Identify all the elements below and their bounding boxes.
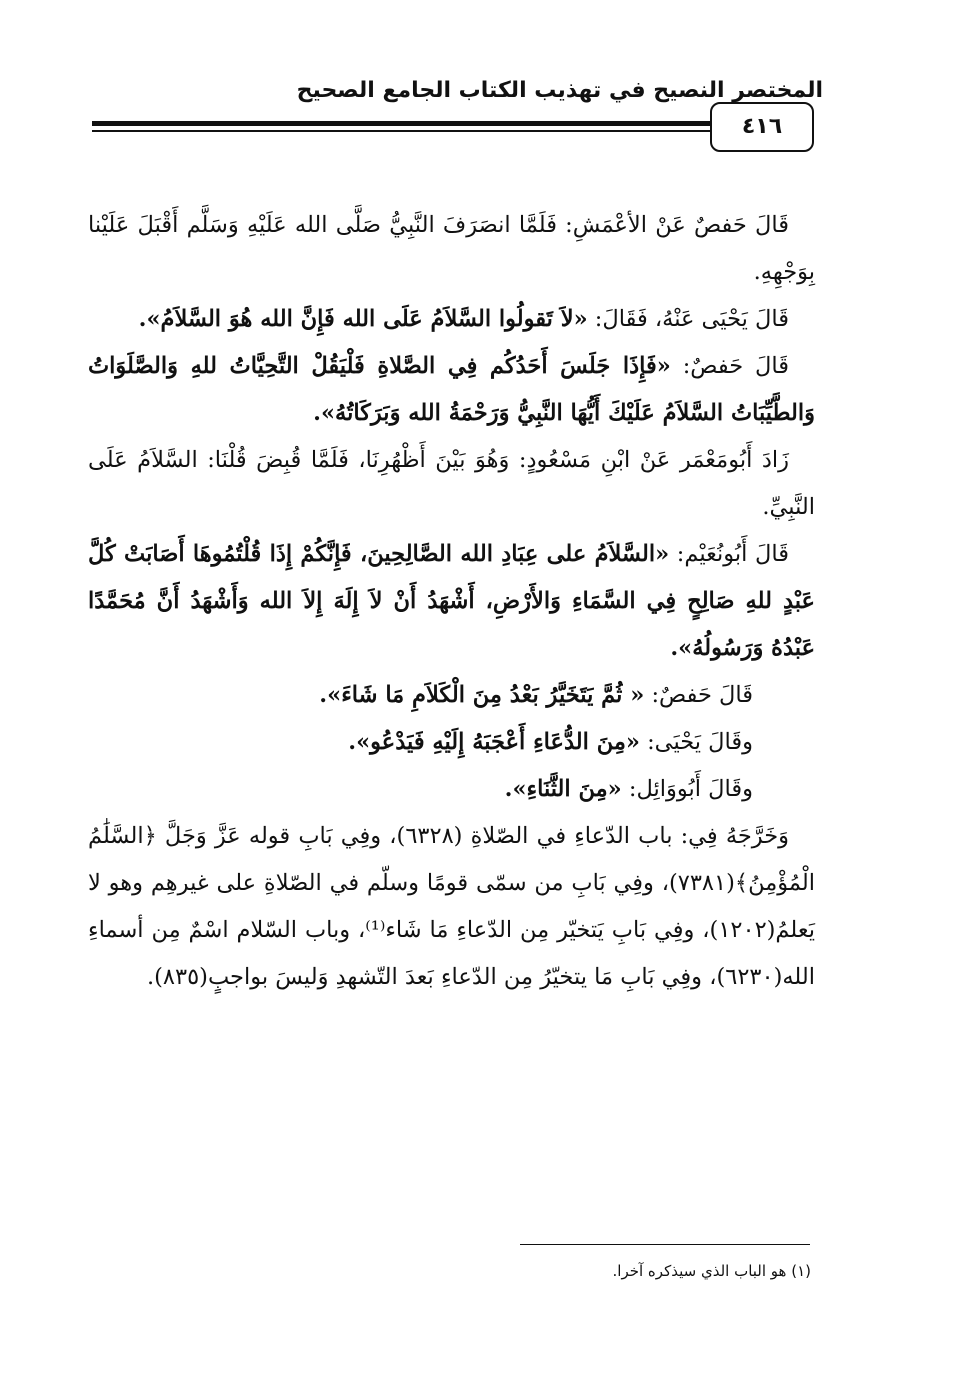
paragraph-6: [88, 672, 815, 719]
footnote-1: (١) هو الباب الذي سيذكره آخرا.: [612, 1262, 811, 1280]
paragraph-2-lead: قَالَ يَحْيَى عَنْهُ، فَقَالَ:: [587, 306, 789, 332]
header-rule-thick: [92, 121, 712, 126]
page-number: ٤١٦: [710, 102, 814, 152]
paragraph-3-lead: قَالَ حَفصٌ:: [670, 353, 790, 379]
main-text: [88, 202, 815, 1001]
paragraph-2: [88, 296, 815, 343]
paragraph-5: [88, 531, 815, 672]
paragraph-3: [88, 343, 815, 437]
paragraph-4: زَادَ أَبُومَعْمَر عَنْ ابْنِ مَسْعُودٍ: وَهُوَ بَيْنَ أَظْهُرِنَا، فَلَمَّا قُبِضَ قُلْنَا: السَّلاَمُ عَلَى النَّبِيِّ.: [88, 447, 815, 520]
book-title: المختصر النصيح في تهذيب الكتاب الجامع الصحيح: [296, 78, 823, 103]
paragraph-9: وَخَرَّجَهُ فِي: باب الدّعاءِ في الصّلاةِ (٦٣٢٨)، وفِي بَابِ قوله عَزَّ وَجَلَّ ﴿السَّلَٰمُ الْمُؤْمِنُ﴾(٧٣٨١)، وفِي بَابِ من سمّى قومًا وسلّم في الصّلاةِ على غيرهِم وهو لا يَعلمُ(١٢٠٢)، وفِي بَابِ يَتخيّر مِن الدّعاءِ مَا شَاء⁽¹⁾، وباب السّلام اسْمٌ مِن أسماءِ الله(٦٢٣٠)، وفِي بَابِ مَا يتخيّرُ مِن الدّعاءِ بَعدَ التّشهدِ وَليسَ بواجبٍ(٨٣٥).: [88, 823, 815, 990]
paragraph-5-lead: قَالَ أَبُونُعَيْم:: [669, 541, 789, 567]
paragraph-7-lead: وقَالَ يَحْيَى:: [639, 729, 753, 755]
footnote-separator: [520, 1244, 810, 1245]
paragraph-8-lead: وقَالَ أَبُووَائِل:: [621, 776, 753, 802]
paragraph-3-quote: «فَإِذَا جَلَسَ أَحَدُكُم فِي الصَّلاةِ فَلْيَقُلْ التَّحِيَّاتُ للهِ وَالصَّلَوَاتُ وَالطَّيِّبَاتُ السَّلاَمُ عَلَيْكَ أَيُّهَا النَّبِيُّ وَرَحْمَةُ الله وَبَرَكَاتُهُ».: [88, 353, 815, 426]
paragraph-8-quote: «مِنَ الثَّنَاءِ».: [504, 776, 622, 802]
paragraph-5-quote: «السَّلاَمُ على عِبَادِ الله الصَّالِحِينَ، فَإِنَّكُمْ إِذَا قُلْتُمُوهَا أَصَابَتْ كُلَّ عَبْدٍ للهِ صَالِحٍ فِي السَّمَاءِ وَالأَرْضِ، أَشْهَدُ أَنْ لاَ إِلَهَ إِلاَ الله وَأَشْهَدُ أَنَّ مُحَمَّدًا عَبْدُهُ وَرَسُولُهُ».: [88, 541, 815, 661]
paragraph-8: [88, 766, 815, 813]
paragraph-6-quote: « ثُمَّ يَتَخَيَّرُ بَعْدُ مِنَ الْكَلاَمِ مَا شَاءَ».: [319, 682, 645, 708]
paragraph-7-quote: «مِنَ الدُّعَاءِ أَعْجَبَهُ إِلَيْهِ فَيَدْعُو».: [348, 729, 640, 755]
header-rule-thin: [92, 130, 712, 132]
paragraph-7: [88, 719, 815, 766]
paragraph-2-quote: «لاَ تَقولُوا السَّلاَمُ عَلَى الله فَإِنَّ الله هُوَ السَّلاَمُ».: [138, 306, 588, 332]
paragraph-6-lead: قَالَ حَفصٌ:: [644, 682, 753, 708]
paragraph-1: قَالَ حَفصٌ عَنْ الأعْمَشِ: فَلَمَّا انصَرَفَ النَّبِيُّ صَلَّى الله عَلَيْهِ وَسَلَّم أَقْبَلَ عَلَيْنا بِوَجْهِهِ.: [88, 212, 815, 285]
